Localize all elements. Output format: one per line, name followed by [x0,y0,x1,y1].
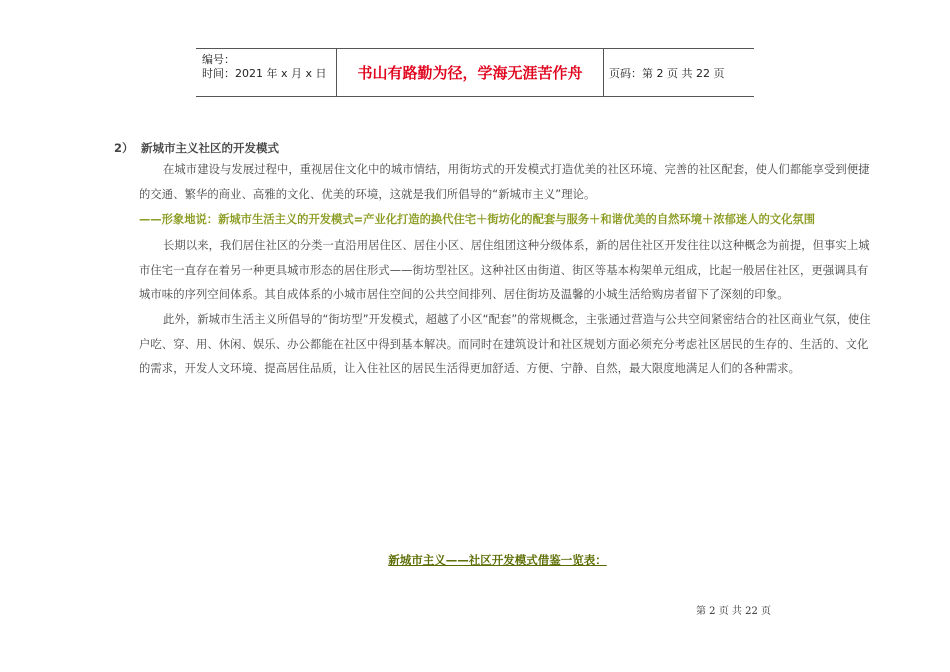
header-divider [603,48,604,97]
document-header [196,48,754,97]
serial-label: 编号： [202,53,235,66]
header-page-info: 页码：第 2 页 共 22 页 [609,66,725,80]
paragraph: 长期以来，我们居住社区的分类一直沿用居住区、居住小区、居住组团这种分级体系，新的居住社区开发往往以这种概念为前提，但事实上城市住宅一直存在着另一种更具城市形态的居住形式——街坊型社区。这种社区由街道、街区等基本构架单元组成，比起一般居住社区，更强调具有城市味的序列空间体系。其自成体系的小城市居住空间的公共空间排列、居住街坊及温馨的小城生活给购房者留下了深刻的印象。 [139,239,870,302]
slogan-line: ——形象地说：新城市生活主义的开发模式=产业化打造的换代住宅＋街坊化的配套与服务＋和谐优美的自然环境＋浓郁迷人的文化氛围 [139,213,815,226]
page-footer: 第 2 页 共 22 页 [696,606,771,617]
section-heading [114,140,279,156]
section-number: 2） [114,141,134,155]
paragraph: 在城市建设与发展过程中，重视居住文化中的城市情结，用街坊式的开发模式打造优美的社区环境、完善的社区配套，使人们都能享受到便捷的交通、繁华的商业、高雅的文化、优美的环境，这就是我们所倡导的“新城市主义”理论。 [139,163,870,201]
header-motto: 书山有路勤为径，学海无涯苦作舟 [357,64,583,82]
header-meta [202,53,327,81]
section-title: 新城市主义社区的开发模式 [141,141,279,155]
paragraph: 此外，新城市生活主义所倡导的“街坊型”开发模式，超越了小区“配套”的常规概念，主张通过营造与公共空间紧密结合的社区商业气氛，使住户吃、穿、用、休闲、娱乐、办公都能在社区中得到基本解决。而同时在建筑设计和社区规划方面必须充分考虑社区居民的生存的、生活的、文化的需求，开发人文环境、提高居住品质，让入住社区的居民生活得更加舒适、方便、宁静、自然，最大限度地满足人们的各种需求。 [139,313,871,376]
table-title: 新城市主义——社区开发模式借鉴一览表： [388,553,607,567]
date-label: 时间：2021 年 x 月 x 日 [202,67,327,80]
